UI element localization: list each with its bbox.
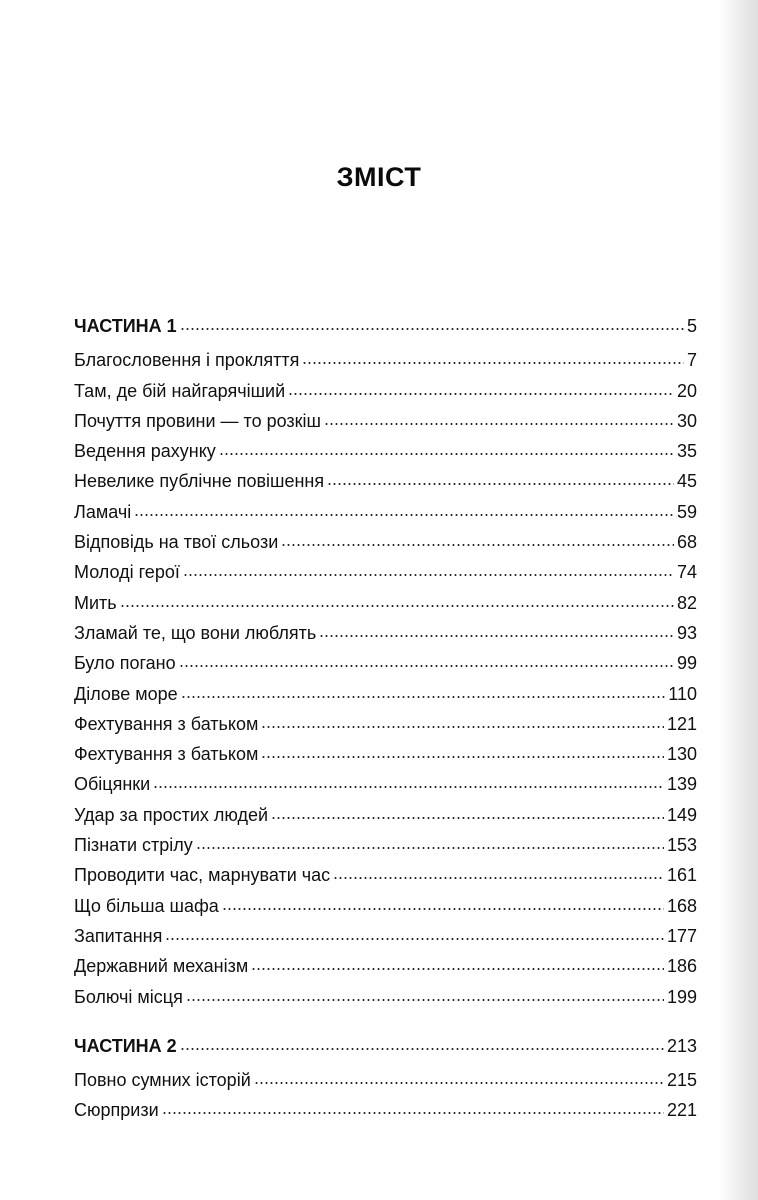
toc-entry-page: 7 xyxy=(686,350,697,371)
toc-entry-page: 186 xyxy=(666,956,697,977)
toc-entry-label: Проводити час, марнувати час xyxy=(74,865,331,886)
toc-entry-label: Ділове море xyxy=(74,683,178,704)
dot-leader xyxy=(165,937,664,941)
toc-entry-page: 213 xyxy=(666,1035,697,1056)
toc-entry-page: 215 xyxy=(666,1070,697,1091)
toc-entry[interactable] xyxy=(74,1095,697,1125)
toc-entry[interactable] xyxy=(74,497,697,527)
toc-entry-label: Фехтування з батьком xyxy=(74,713,259,734)
dot-leader xyxy=(219,452,674,456)
toc-entry[interactable] xyxy=(74,709,697,739)
toc-entry-label: Що більша шафа xyxy=(74,895,219,916)
toc-entry[interactable] xyxy=(74,588,697,618)
toc-entry-label: Невелике публічне повішення xyxy=(74,471,325,492)
dot-leader xyxy=(319,634,674,638)
dot-leader xyxy=(180,327,684,331)
toc-entry[interactable] xyxy=(74,860,697,890)
toc-entry-label: ЧАСТИНА 2 xyxy=(74,1035,177,1056)
toc-entry[interactable] xyxy=(74,436,697,466)
toc-entry[interactable] xyxy=(74,406,697,436)
toc-entry[interactable] xyxy=(74,982,697,1012)
page-title: ЗМІСТ xyxy=(336,162,422,193)
toc-entry-label: Болючі місця xyxy=(74,986,183,1007)
toc-entry-page: 149 xyxy=(666,804,697,825)
toc-entry-label: Удар за простих людей xyxy=(74,804,269,825)
dot-leader xyxy=(333,876,664,880)
dot-leader xyxy=(183,573,674,577)
toc-entry-page: 130 xyxy=(666,744,697,765)
toc-entry[interactable] xyxy=(74,557,697,587)
toc-entry-page: 168 xyxy=(666,895,697,916)
dot-leader xyxy=(162,1111,664,1115)
toc-entry-page: 199 xyxy=(666,986,697,1007)
dot-leader xyxy=(327,482,674,486)
toc-entry[interactable] xyxy=(74,800,697,830)
dot-leader xyxy=(261,725,664,729)
toc-entry-label: Благословення і прокляття xyxy=(74,350,300,371)
toc-entry-page: 68 xyxy=(676,532,697,553)
toc-entry-label: Було погано xyxy=(74,653,176,674)
toc-entry[interactable] xyxy=(74,769,697,799)
dot-leader xyxy=(254,1081,664,1085)
toc-entry-page: 221 xyxy=(666,1100,697,1121)
toc-entry-label: Там, де бій найгарячіший xyxy=(74,380,286,401)
toc-entry-label: Пізнати стрілу xyxy=(74,835,193,856)
toc-entry-label: Фехтування з батьком xyxy=(74,744,259,765)
toc-entry-page: 20 xyxy=(676,380,697,401)
toc-entry[interactable] xyxy=(74,466,697,496)
toc-entry-page: 153 xyxy=(666,835,697,856)
toc-entry-page: 82 xyxy=(676,592,697,613)
toc-entry-label: Відповідь на твої сльози xyxy=(74,532,279,553)
toc-entry[interactable] xyxy=(74,648,697,678)
table-of-contents xyxy=(74,311,697,1126)
dot-leader xyxy=(134,513,674,517)
toc-entry-page: 74 xyxy=(676,562,697,583)
toc-entry-page: 110 xyxy=(668,683,697,704)
toc-entry-page: 99 xyxy=(676,653,697,674)
toc-entry-label: Ведення рахунку xyxy=(74,441,216,462)
toc-entry-page: 177 xyxy=(666,925,697,946)
toc-entry[interactable] xyxy=(74,951,697,981)
toc-entry[interactable] xyxy=(74,739,697,769)
dot-leader xyxy=(186,998,664,1002)
toc-entry[interactable] xyxy=(74,891,697,921)
toc-entry[interactable] xyxy=(74,311,697,341)
toc-entry[interactable] xyxy=(74,1031,697,1061)
toc-entry-page: 5 xyxy=(686,316,697,336)
toc-entry-label: Повно сумних історій xyxy=(74,1070,251,1091)
toc-entry-page: 121 xyxy=(666,713,697,734)
toc-entry-label: Зламай те, що вони люблять xyxy=(74,622,317,643)
dot-leader xyxy=(180,1047,664,1051)
toc-entry[interactable] xyxy=(74,376,697,406)
dot-leader xyxy=(261,755,664,759)
toc-entry-label: Ламачі xyxy=(74,501,132,522)
dot-leader xyxy=(281,543,674,547)
toc-entry[interactable] xyxy=(74,345,697,375)
toc-entry-page: 35 xyxy=(676,441,697,462)
toc-entry[interactable] xyxy=(74,830,697,860)
toc-entry[interactable] xyxy=(74,921,697,951)
dot-leader xyxy=(120,604,674,608)
toc-entry-page: 161 xyxy=(666,865,697,886)
toc-entry-label: Мить xyxy=(74,592,117,613)
toc-entry-page: 93 xyxy=(676,622,697,643)
toc-entry-page: 139 xyxy=(666,774,697,795)
dot-leader xyxy=(196,846,664,850)
toc-entry-page: 59 xyxy=(676,501,697,522)
toc-entry-label: Молоді герої xyxy=(74,562,180,583)
toc-entry-label: Сюрпризи xyxy=(74,1100,159,1121)
dot-leader xyxy=(222,907,664,911)
toc-entry[interactable] xyxy=(74,679,697,709)
toc-entry-label: Запитання xyxy=(74,925,163,946)
toc-entry[interactable] xyxy=(74,527,697,557)
toc-entry-label: ЧАСТИНА 1 xyxy=(74,316,177,336)
dot-leader xyxy=(288,392,674,396)
dot-leader xyxy=(302,361,684,365)
dot-leader xyxy=(251,967,664,971)
toc-entry-page: 30 xyxy=(676,410,697,431)
toc-entry-label: Почуття провини — то розкіш xyxy=(74,410,321,431)
toc-entry-label: Державний механізм xyxy=(74,956,249,977)
toc-entry[interactable] xyxy=(74,618,697,648)
dot-leader xyxy=(324,422,674,426)
dot-leader xyxy=(271,816,664,820)
toc-entry[interactable] xyxy=(74,1065,697,1095)
dot-leader xyxy=(153,785,664,789)
toc-entry-page: 45 xyxy=(676,471,697,492)
toc-entry-label: Обіцянки xyxy=(74,774,151,795)
dot-leader xyxy=(179,664,674,668)
dot-leader xyxy=(181,695,666,699)
